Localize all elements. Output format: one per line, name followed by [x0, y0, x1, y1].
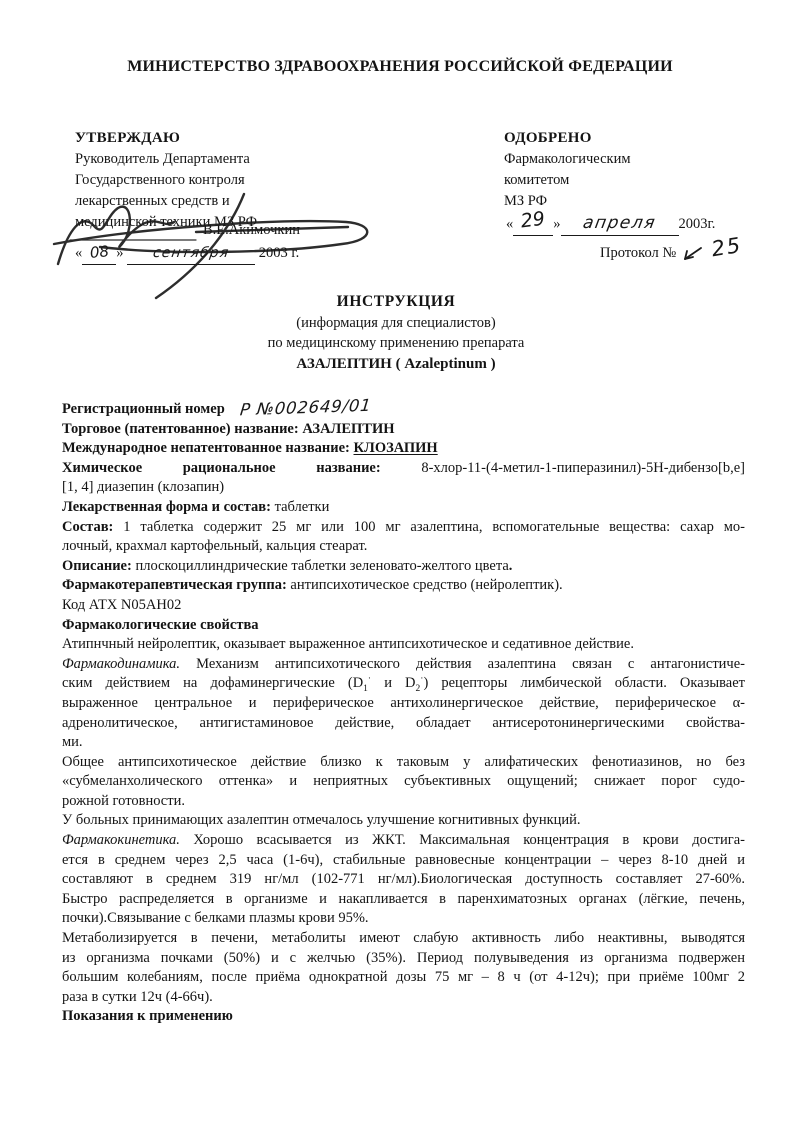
text-line: ми. [62, 734, 83, 751]
text-line: Показания к применению [62, 1008, 233, 1025]
text-line: Состав: 1 таблетка содержит 25 мг или 100 мг азалептина, вспомогательные вещества: сахар мо- [62, 518, 746, 535]
quote-close: » [553, 216, 561, 232]
text-line: раза в сутки 12ч (4-66ч). [62, 988, 213, 1005]
text-line: Общее антипсихотическое действие близко к таковым у алифатических фенотиазинов, но без [62, 753, 745, 770]
instruction-title: ИНСТРУКЦИЯ [336, 293, 456, 310]
quote-close: » [116, 245, 124, 261]
text-line: Регистрационный номер Р №002649/01 [62, 395, 373, 420]
text-line: ется в среднем через 2,5 часа (1-6ч), стабильные равновесные концентрации – через 8-10 дней и [62, 851, 745, 868]
handwritten-month: сентября [152, 245, 231, 261]
text-line: [1, 4] диазепин (клозапин) [62, 479, 225, 496]
text-line: Международное непатентованное название: КЛОЗАПИН [62, 440, 438, 457]
protocol-row [600, 232, 745, 264]
text-line: рожной готовности. [62, 792, 185, 809]
approval-block-right [504, 128, 774, 278]
handwritten-month: апреля [581, 213, 658, 233]
handwritten-day: 29 [519, 207, 547, 233]
text-line: Торговое (патентованное) название: АЗАЛЕПТИН [62, 420, 395, 437]
text-line: У больных принимающих азалептин отмечалось улучшение когнитивных функций. [62, 812, 581, 829]
text-line: из организма почками (50%) и с желчью (35%). Период полувыведения из организма подвержен [62, 949, 745, 966]
protocol-label: Протокол № [600, 245, 677, 261]
text-line: лочный, крахмал картофельный, кальция стеарат. [62, 538, 368, 555]
body-text [62, 395, 746, 1027]
text-line: Фармакодинамика. Механизм антипсихотического действия азалептина связан с антагонистиче- [62, 655, 745, 672]
date-day-underline [513, 207, 553, 236]
instruction-title-block [0, 292, 792, 374]
handwritten-protocol-number: 25 [710, 232, 745, 262]
approval-block-left [75, 128, 385, 278]
date-month-underline [561, 213, 679, 236]
date-year: 2003г. [678, 216, 716, 232]
quote-open: « [75, 245, 83, 261]
approve-line: Государственного контроля [75, 172, 245, 188]
date-day-underline [82, 242, 116, 265]
text-line: выраженное центральное и периферическое антихолинергическое действие, периферическое α- [62, 694, 745, 711]
text-line: Описание: плоскоциллиндрические таблетки зеленовато-желтого цвета. [62, 557, 513, 574]
text-line: Метаболизируется в печени, метаболиты имеют слабую активность либо неактивны, выводятся [62, 930, 745, 947]
text-line: Лекарственная форма и состав: таблетки [62, 498, 330, 515]
text-line: адренолитическое, антигистаминовое действие, обладает антисеротонинергическими свойства- [62, 714, 745, 731]
approve-title: ОДОБРЕНО [504, 130, 592, 146]
text-line: Атипнчный нейролептик, оказывает выраженное антипсихотическое и седативное действие. [62, 636, 634, 653]
approval-date-left [75, 242, 299, 265]
text-line: Химическое рациональное название: 8-хлор-11-(4-метил-1-пиперазинил)-5Н-дибензо[b,e] [62, 459, 745, 476]
text-line: Фармакологические свойства [62, 616, 259, 633]
approve-line: Руководитель Департамента [75, 151, 250, 167]
approve-line: лекарственных средств и [75, 193, 230, 209]
text-line: Фармакокинетика. Хорошо всасывается из ЖКТ. Максимальная концентрация в крови достига- [62, 832, 745, 849]
text-line: составляют в среднем 319 нг/мл (102-771 нг/мл).Биологическая доступность составляет 27-60%. [62, 871, 745, 888]
instruction-subtitle: (информация для специалистов) [296, 314, 496, 331]
approve-line: медицинской техники МЗ РФ [75, 214, 258, 230]
text-line: Код АТХ N05AH02 [62, 596, 182, 613]
protocol-arrow-scribble [682, 246, 702, 262]
handwritten-day: 08 [88, 242, 110, 262]
text-line: Быстро распределяется в организме и накапливается в паренхиматозных органах (лёгкие, печень, [62, 890, 745, 907]
text-line: Фармакотерапевтическая группа: антипсихотическое средство (нейролептик). [62, 577, 563, 594]
text-line: «субмеланхолического оттенка» и неприятных субъективных ощущений; снижает порог судо- [62, 773, 745, 790]
approve-line: Фармакологическим [504, 151, 631, 167]
approve-line: комитетом [504, 172, 570, 188]
instruction-subtitle2: по медицинскому применению препарата [267, 335, 525, 351]
text-line: большим колебаниям, после приёма однократной дозы 75 мг – 8 ч (от 4-12ч); при приёме 100мг 2 [62, 969, 745, 986]
quote-open: « [506, 216, 514, 232]
drug-name-title: АЗАЛЕПТИН ( Azaleptinum ) [296, 355, 496, 372]
approval-date-right [506, 207, 716, 236]
ministry-header: МИНИСТЕРСТВО ЗДРАВООХРАНЕНИЯ РОССИЙСКОЙ ФЕДЕРАЦИИ [127, 58, 673, 75]
date-year: 2003 г. [258, 245, 300, 261]
signer-name: В.Е.Акимочкин [203, 222, 300, 238]
approve-line: МЗ РФ [504, 193, 548, 209]
text-line: ским действием на дофаминергические ($D_1^\cdot$ и $D_2^\cdot$) рецепторы лимбической области. Оказывает [62, 674, 745, 695]
text-line: почки).Связывание с белками плазмы крови 95%. [62, 910, 369, 927]
approve-title: УТВЕРЖДАЮ [75, 130, 181, 146]
date-month-underline [127, 243, 255, 265]
